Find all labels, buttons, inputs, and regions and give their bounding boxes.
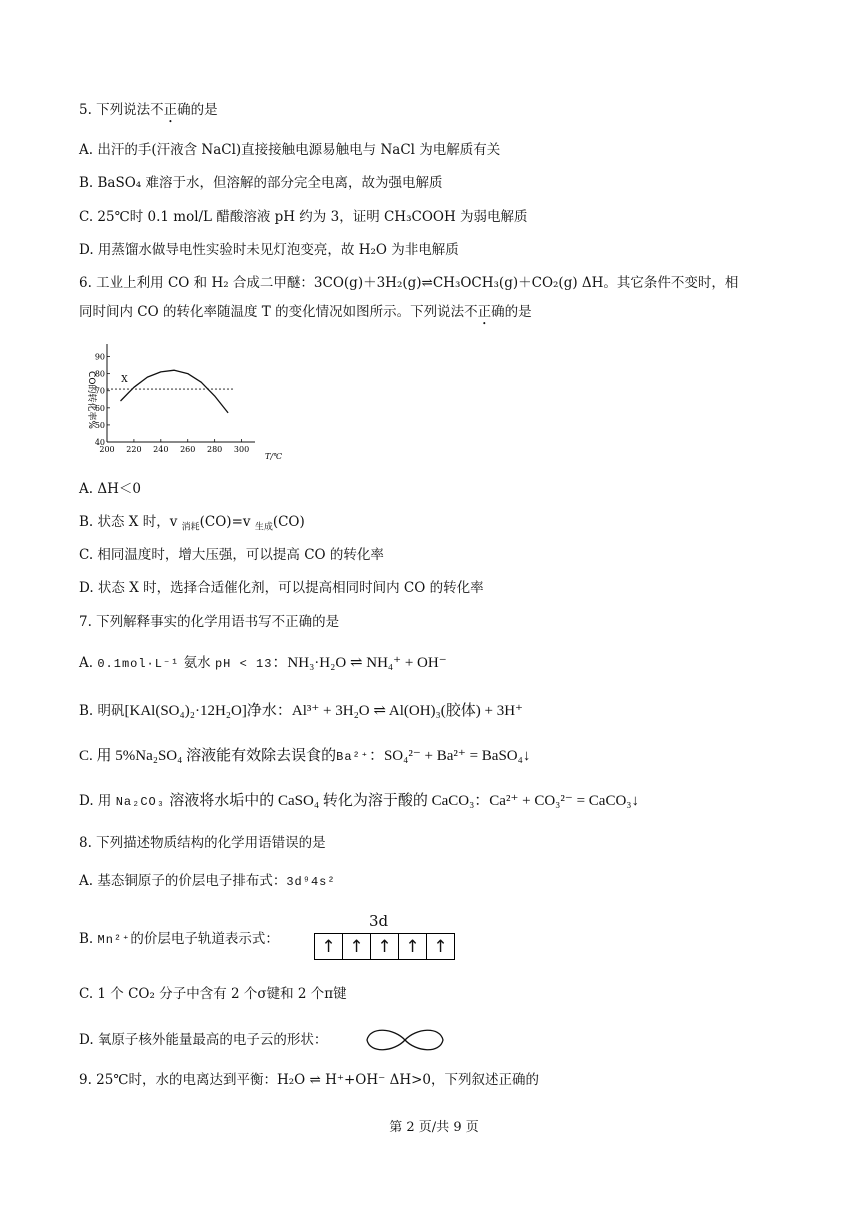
q5-option-d: D. 用蒸馏水做导电性实验时未见灯泡变亮，故 H₂O 为非电解质: [79, 242, 459, 258]
chart-y-axis-label: CO的转化率%: [86, 371, 96, 429]
orbital-3d-label: 3d: [369, 912, 389, 930]
q7-option-a: A. 0.1mol·L⁻¹ 氨水 pH < 13：NH₃·H₂O ⇌ NH₄⁺ + OH⁻: [79, 655, 447, 671]
chart-y-tick-label: 70: [94, 386, 105, 396]
q8-option-c: C. 1 个 CO₂ 分子中含有 2 个σ键和 2 个π键: [79, 986, 347, 1002]
chart-series-line: [121, 370, 229, 413]
chart-x-tick-label: 280: [206, 445, 223, 454]
q5-option-b: B. BaSO₄ 难溶于水，但溶解的部分完全电离，故为强电解质: [79, 175, 443, 191]
q6-option-d: D. 状态 X 时，选择合适催化剂，可以提高相同时间内 CO 的转化率: [79, 580, 484, 596]
q8-option-a: A. 基态铜原子的价层电子排布式：3d⁹4s²: [79, 873, 336, 889]
chart-y-tick-label: 60: [94, 403, 105, 413]
orbital-box: ↑: [343, 934, 371, 959]
q5-option-a: A. 出汗的手(汗液含 NaCl)直接接触电源易触电与 NaCl 为电解质有关: [79, 142, 501, 158]
orbital-box: ↑: [399, 934, 427, 959]
orbital-diagram: [314, 933, 455, 960]
q5-stem: 5. 下列说法不正确的是: [79, 102, 218, 118]
q6-emphasis: 不正确: [464, 304, 505, 320]
q8-option-b: B. Mn²⁺的价层电子轨道表示式：: [79, 931, 279, 947]
chart-x-axis-label: T/℃: [265, 452, 282, 461]
q6-option-b: B. 状态 X 时，v $_{消耗}$(CO)=v $_{生成}$(CO): [79, 514, 305, 533]
chart-x-tick-label: 300: [233, 445, 250, 454]
chart-x-tick-label: 220: [126, 445, 142, 454]
q5-emphasis: 不正确: [150, 102, 191, 118]
chart-x-tick-label: 240: [153, 445, 169, 454]
co-conversion-chart: [80, 340, 280, 465]
chart-y-tick-label: 50: [94, 420, 105, 430]
chart-annotation-x: X: [121, 375, 128, 386]
orbital-box: ↑: [371, 934, 399, 959]
orbital-box: ↑: [315, 934, 343, 959]
q6-stem-line1: 6. 工业上利用 CO 和 H₂ 合成二甲醚：3CO(g)＋3H₂(g)⇌CH₃OCH₃(g)＋CO₂(g) ΔH。其它条件不变时，相: [79, 275, 739, 291]
q6-option-a: A. ΔH＜0: [79, 481, 141, 497]
q5-option-c: C. 25℃时 0.1 mol/L 醋酸溶液 pH 约为 3，证明 CH₃COOH 为弱电解质: [79, 209, 528, 225]
q8-stem: 8. 下列描述物质结构的化学用语错误的是: [79, 835, 326, 851]
chart-y-tick-label: 40: [94, 438, 105, 447]
q7-stem: 7. 下列解释事实的化学用语书写不正确的是: [79, 614, 340, 630]
q6-stem-line2: 同时间内 CO 的转化率随温度 T 的变化情况如图所示。下列说法不正确的是: [79, 304, 532, 320]
page-footer: 第 2 页/共 9 页: [389, 1120, 479, 1135]
q7-option-b: B. 明矾[KAl(SO₄)₂·12H₂O]净水：Al³⁺ + 3H₂O ⇌ Al(OH)₃(胶体) + 3H⁺: [79, 703, 523, 719]
q8-option-d: D. 氧原子核外能量最高的电子云的形状：: [79, 1032, 328, 1048]
chart-x-tick-label: 200: [99, 445, 115, 454]
p-orbital-icon: [364, 1026, 446, 1054]
chart-y-tick-label: 90: [94, 352, 105, 362]
q9-stem: 9. 25℃时，水的电离达到平衡：H₂O ⇌ H⁺+OH⁻ ΔH>0，下列叙述正确的: [79, 1072, 539, 1088]
q7-option-d: D. 用 Na₂CO₃ 溶液将水垢中的 CaSO₄ 转化为溶于酸的 CaCO₃：Ca²⁺ + CO₃²⁻ = CaCO₃↓: [79, 793, 640, 809]
chart-x-tick-label: 260: [180, 445, 196, 454]
orbital-box: ↑: [433, 936, 448, 957]
chart-y-tick-label: 80: [94, 369, 105, 379]
q7-option-c: C. 用 5%Na₂SO₄ 溶液能有效除去误食的Ba²⁺：SO₄²⁻ + Ba²⁺ = BaSO₄↓: [79, 748, 531, 764]
q6-option-c: C. 相同温度时，增大压强，可以提高 CO 的转化率: [79, 547, 384, 563]
